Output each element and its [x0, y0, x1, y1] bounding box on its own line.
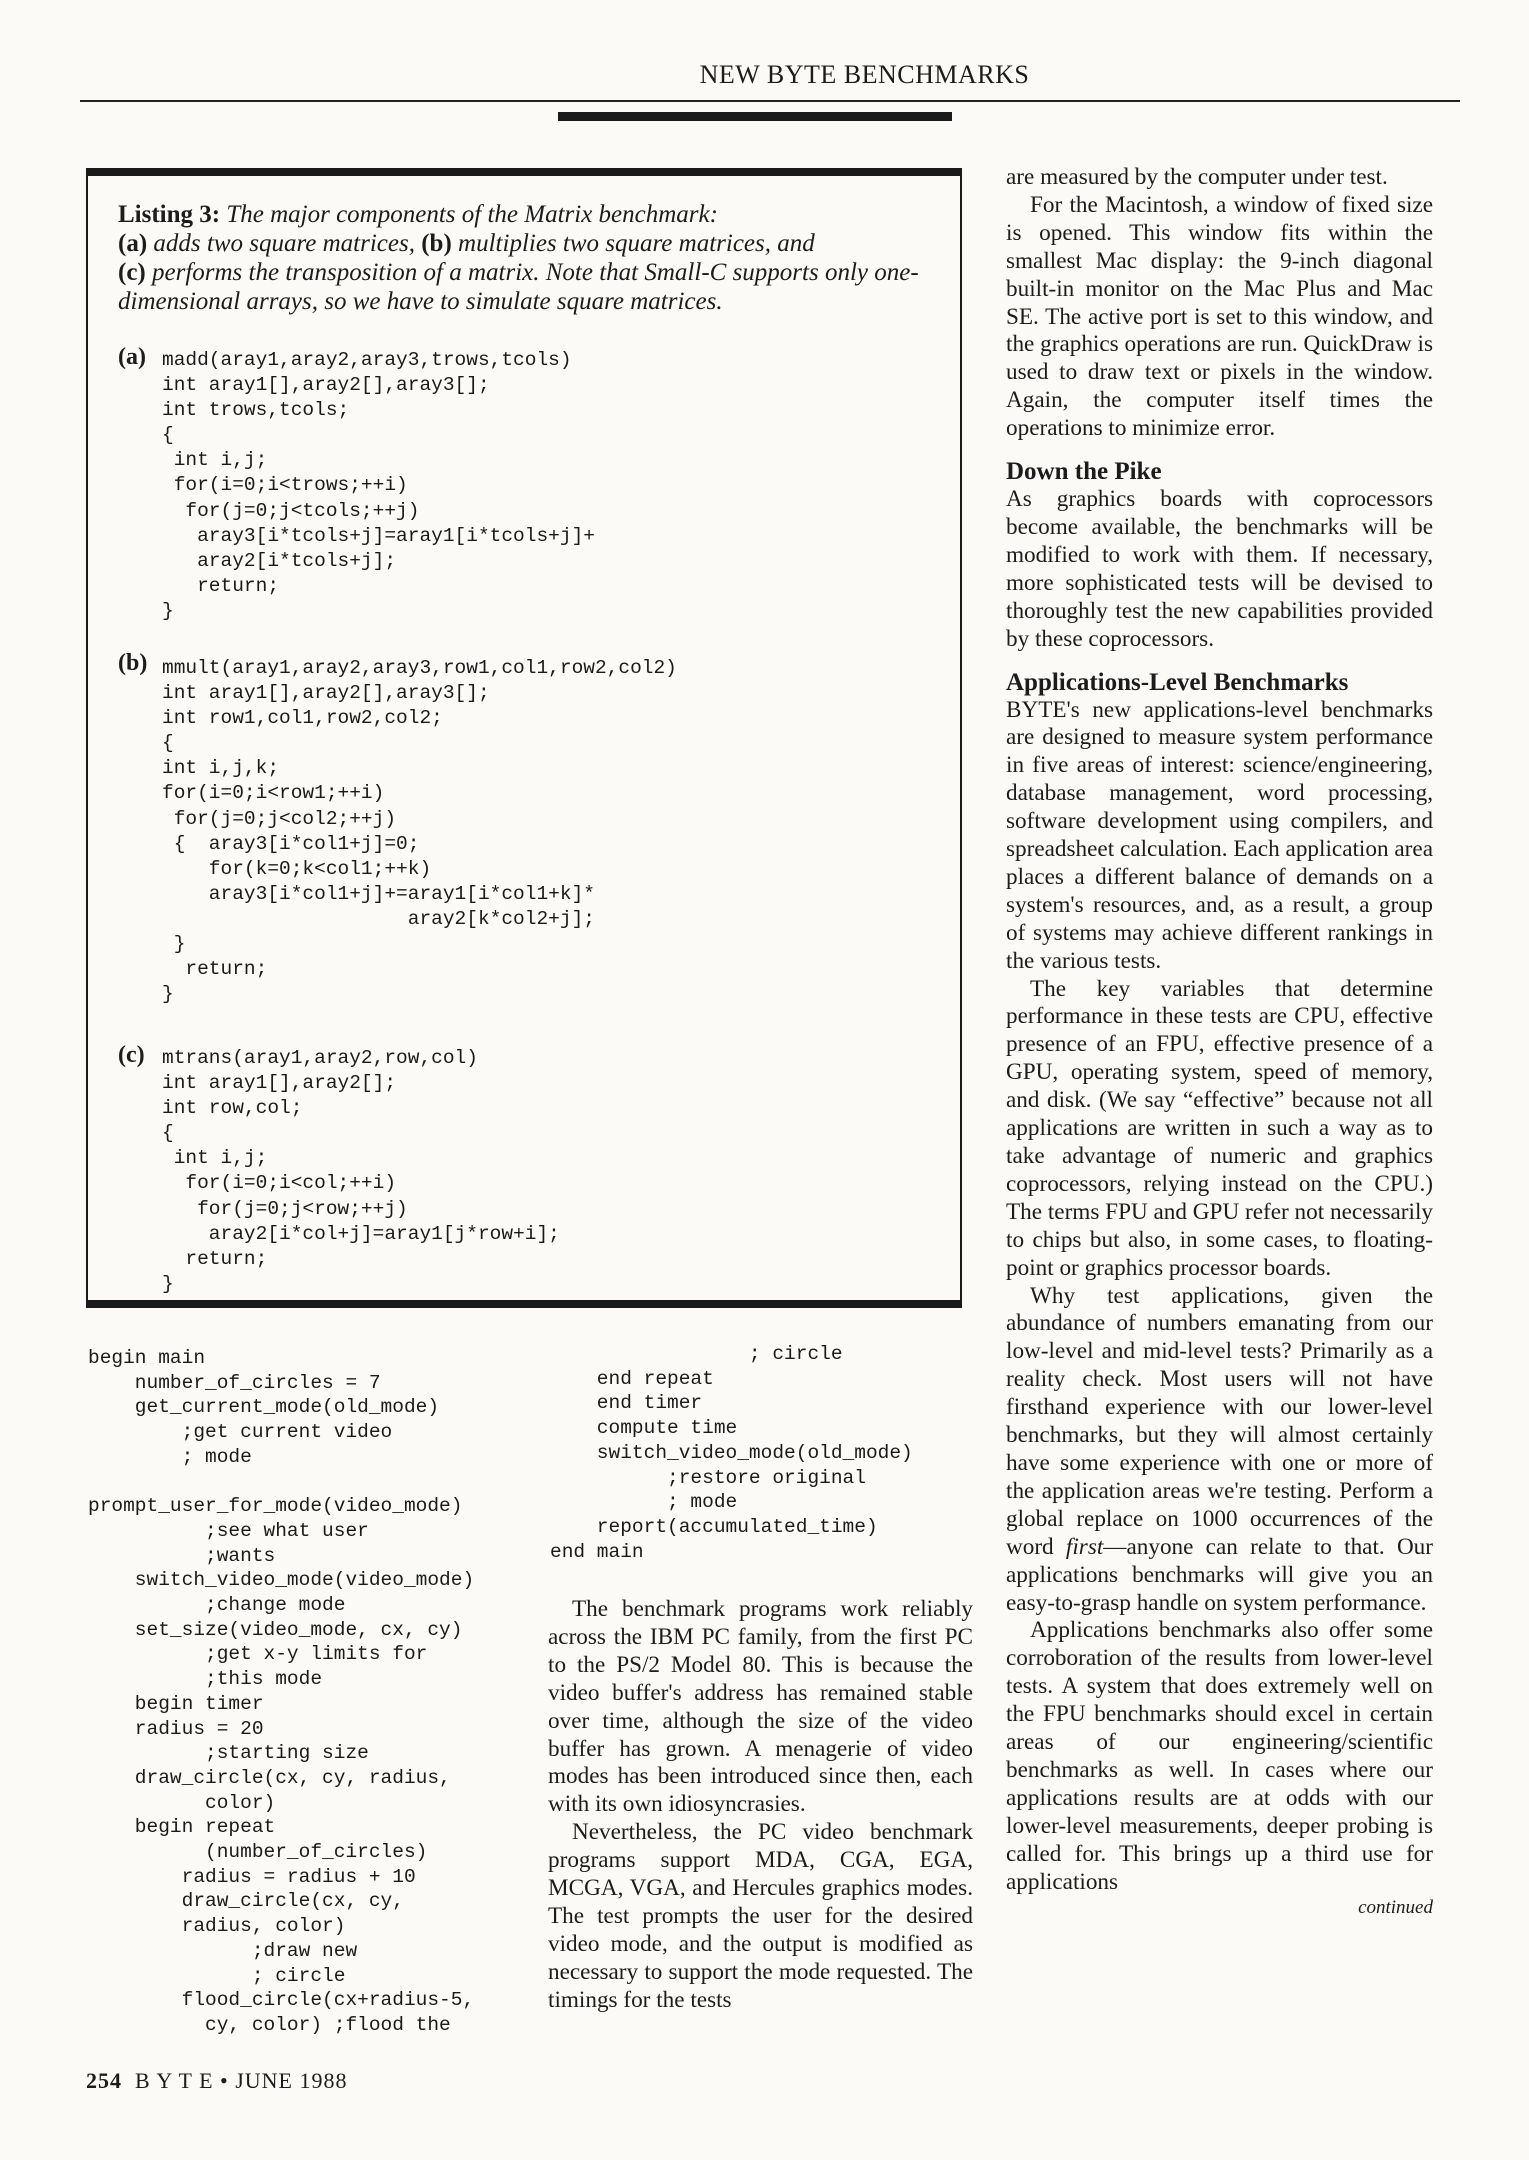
part-b-label: (b) — [118, 650, 148, 676]
right-paragraph-1: are measured by the computer under test. — [1006, 164, 1388, 190]
right-paragraph-5: The key variables that determine performance in these tests are CPU, effective presence of an FPU, effective presence of a GPU, operating system, speed of memory, and disk. (We say “effective” because not all applications are written in such a way as to take advantage of numeric and graphics coprocessors, relying instead on the CPU.) The terms FPU and GPU refer not necessarily to chips but also, in some cases, to floating-point or graphics processor boards. — [1006, 975, 1433, 1281]
heading-applications-level: Applications-Level Benchmarks — [1006, 668, 1349, 696]
listing-label: Listing 3: — [118, 201, 221, 228]
right-paragraph-6 — [1006, 1283, 1433, 1618]
right-paragraph-2: For the Macintosh, a window of fixed size is opened. This window fits within the smallest Mac display: the 9-inch diagonal built-in monitor on the Mac Plus and Mac SE. The active port is set to this window, and the graphics operations are run. QuickDraw is used to draw text or pixels in the window. Again, the computer itself times the operations to minimize error. — [1006, 191, 1433, 442]
heading-down-the-pike: Down the Pike — [1006, 458, 1162, 486]
caption-b: multiplies two square matrices, and — [458, 230, 815, 257]
caption-c-tag: (c) — [118, 259, 146, 286]
middle-paragraph-1: The benchmark programs work reliably across the IBM PC family, from the first PC to the PS/2 Model 80. This is because the video buffer's address has remained stable over time, although the size of the video buffer has grown. A menagerie of video modes has been introduced since then, each with its own idiosyncrasies. — [548, 1596, 973, 1818]
pseudocode-right: ; circle end repeat end timer compute time switch_video_mode(old_mode) ;restore original ; mode report(accumulated_time) end main — [550, 1343, 913, 1563]
right-column — [1006, 164, 1433, 1920]
caption-a-tag: (a) — [118, 230, 148, 257]
header-bar — [558, 112, 952, 121]
middle-paragraph-2: Nevertheless, the PC video benchmark programs support MDA, CGA, EGA, MCGA, VGA, and Hercules graphics modes. The test prompts the user for the desired video mode, and the output is modified as necessary to support the mode requested. The timings for the tests — [548, 1819, 973, 2013]
page-number: 254 — [86, 2068, 122, 2093]
code-madd: madd(aray1,aray2,aray3,trows,tcols) int aray1[],aray2[],aray3[]; int trows,tcols; { int i,j; for(i=0;i<trows;++i) for(j=0;j<tcols;++j) aray3[i*tcols+j]=aray1[i*tcols+j]+ aray2[i*tcols+j]; return; } — [162, 349, 595, 622]
header-rule — [80, 100, 1460, 102]
caption-a: adds two square matrices, — [153, 230, 415, 257]
right-paragraph-7: Applications benchmarks also offer some corroboration of the results from lower-level tests. A system that does extremely well on the FPU benchmarks should excel in certain areas of our engineering/scientific benchmarks as well. In cases where our applications results are at odds with our lower-level measurements, deeper probing is called for. This brings up a third use for applications — [1006, 1617, 1433, 1895]
paragraph-6-end: —anyone can relate to that. Our applications benchmarks will give you an easy-to-grasp handle on system performance. — [1006, 1533, 1433, 1616]
code-mtrans: mtrans(aray1,aray2,row,col) int aray1[],aray2[]; int row,col; { int i,j; for(i=0;i<col;++i) for(j=0;j<row;++j) aray2[i*col+j]=aray1[j*row+i]; return; } — [162, 1047, 560, 1295]
caption-c: performs the transposition of a matrix. Note that Small-C supports only one-dimensional arrays, so we have to simulate square matrices. — [118, 259, 919, 315]
page-footer — [86, 2068, 348, 2094]
continued-label: continued — [1358, 1897, 1433, 1919]
running-head: NEW BYTE BENCHMARKS — [699, 60, 1030, 89]
right-paragraph-3: As graphics boards with coprocessors become available, the benchmarks will be modified to work with them. If necessary, more sophisticated tests will be devised to thoroughly test the new capabilities provided by these coprocessors. — [1006, 486, 1433, 652]
right-paragraph-4: BYTE's new applications-level benchmarks are designed to measure system performance in five areas of interest: science/engineering, database management, word processing, software development using compilers, and spreadsheet calculation. Each application area places a different balance of demands on a system's resources, and, as a result, a group of systems may achieve different rankings in the various tests. — [1006, 696, 1433, 974]
paragraph-6-start: Why test applications, given the abundance of numbers emanating from our low-level and mid-level tests? Primarily as a reality check. Most users will not have firsthand experience with our lower-level benchmarks, but they will almost certainly have some experience with one or more of the application areas we're testing. Perform a global replace on 1000 occurrences of the word — [1006, 1282, 1433, 1560]
code-mmult: mmult(aray1,aray2,aray3,row1,col1,row2,col2) int aray1[],aray2[],aray3[]; int row1,col1,row2,col2; { int i,j,k; for(i=0;i<row1;++i) for(j=0;j<col2;++j) { aray3[i*col1+j]=0; for(k=0;k<col1;++k) aray3[i*col1+j]+=aray1[i*col1+k]* aray2[k*col2+j]; } return; } — [162, 657, 677, 1006]
part-a-label: (a) — [118, 344, 146, 370]
part-c-label: (c) — [118, 1042, 145, 1068]
listing-caption — [118, 200, 928, 316]
middle-column — [548, 1596, 973, 2015]
listing-intro: The major components of the Matrix benchmark: — [226, 201, 718, 228]
caption-b-tag: (b) — [421, 230, 452, 257]
publication-line: B Y T E • JUNE 1988 — [135, 2068, 348, 2093]
pseudocode-left: begin main number_of_circles = 7 get_current_mode(old_mode) ;get current video ; mode prompt_user_for_mode(video_mode) ;see what user ;wants switch_video_mode(video_mode) ;change mode set_size(video_mode, cx, cy) ;get x-y limits for ;this mode begin timer radius = 20 ;starting size draw_circle(cx, cy, radius, color) begin repeat (number_of_circles) radius = radius + 10 draw_circle(cx, cy, radius, color) ;draw new ; circle flood_circle(cx+radius-5, cy, color) ;flood the — [88, 1347, 475, 2036]
listing-box — [86, 168, 962, 1308]
emphasis-first: first — [1065, 1533, 1104, 1560]
